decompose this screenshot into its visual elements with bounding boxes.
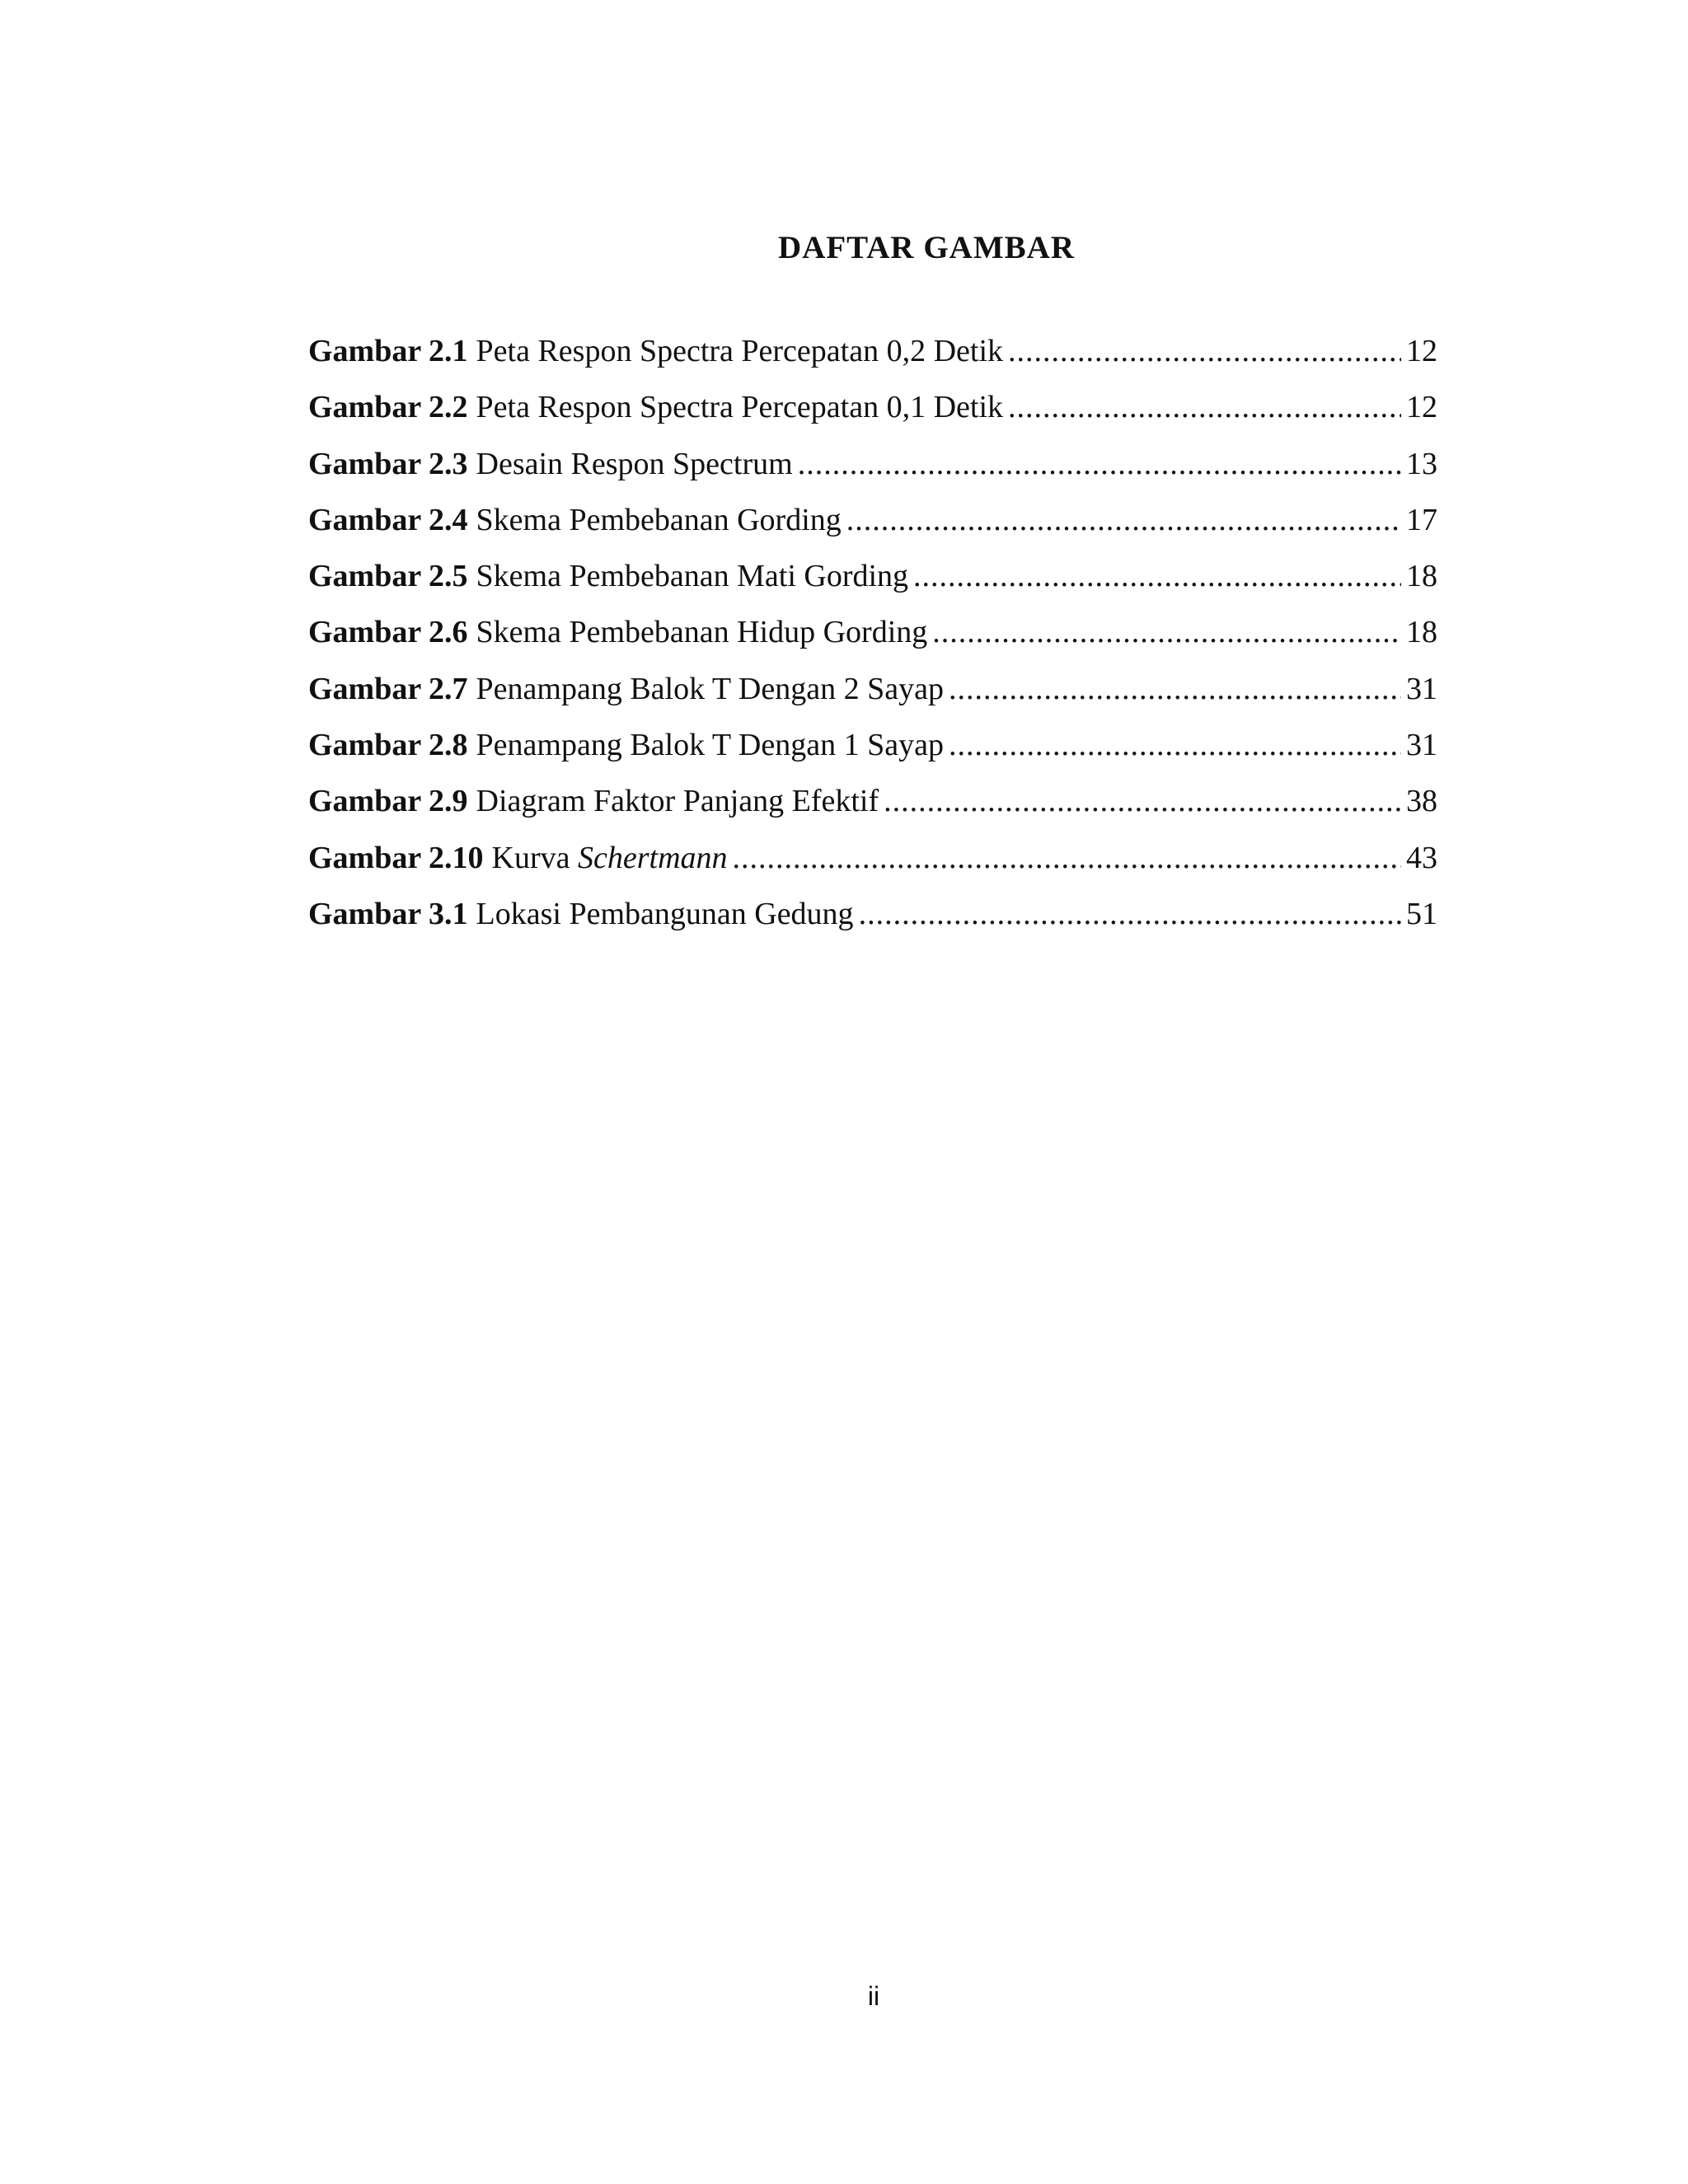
dot-leader xyxy=(846,502,1401,538)
dot-leader xyxy=(949,727,1401,763)
dot-leader xyxy=(1008,389,1401,425)
figure-page-number: 18 xyxy=(1406,559,1437,594)
figure-label: Gambar 2.5 xyxy=(308,559,468,594)
figure-page-number: 12 xyxy=(1406,334,1437,368)
dot-leader xyxy=(859,896,1401,932)
figure-label: Gambar 2.3 xyxy=(308,446,468,481)
figure-label: Gambar 2.6 xyxy=(308,615,468,650)
figure-title: Skema Pembebanan Hidup Gording xyxy=(476,615,928,650)
figure-title: Penampang Balok T Dengan 2 Sayap xyxy=(476,671,944,706)
figure-list xyxy=(308,333,1437,952)
page-title: DAFTAR GAMBAR xyxy=(777,230,1075,265)
figure-label: Gambar 2.1 xyxy=(308,334,468,368)
figure-title: Diagram Faktor Panjang Efektif xyxy=(476,784,879,819)
dot-leader xyxy=(932,614,1401,650)
figure-title: Skema Pembebanan Gording xyxy=(476,502,842,537)
page-number: ii xyxy=(867,1981,880,2011)
figure-title: Desain Respon Spectrum xyxy=(476,446,793,481)
figure-page-number: 17 xyxy=(1406,502,1437,537)
dot-leader xyxy=(949,671,1401,707)
figure-label: Gambar 2.10 xyxy=(308,840,484,875)
toc-entry xyxy=(308,840,1437,896)
dot-leader xyxy=(733,840,1401,876)
toc-entry xyxy=(308,896,1437,952)
figure-label: Gambar 2.4 xyxy=(308,502,468,537)
toc-entry xyxy=(308,783,1437,839)
figure-title: Lokasi Pembangunan Gedung xyxy=(476,896,854,931)
figure-title: Skema Pembebanan Mati Gording xyxy=(476,559,909,594)
figure-page-number: 43 xyxy=(1406,840,1437,875)
dot-leader xyxy=(1008,333,1401,369)
figure-title: Peta Respon Spectra Percepatan 0,2 Detik xyxy=(476,334,1003,368)
figure-label: Gambar 2.8 xyxy=(308,728,468,763)
dot-leader xyxy=(884,783,1401,819)
figure-page-number: 13 xyxy=(1406,446,1437,481)
figure-label: Gambar 2.2 xyxy=(308,390,468,425)
toc-entry xyxy=(308,446,1437,502)
figure-label: Gambar 2.7 xyxy=(308,671,468,706)
figure-page-number: 31 xyxy=(1406,671,1437,706)
toc-entry xyxy=(308,614,1437,670)
figure-title: Kurva Schertmann xyxy=(491,840,728,875)
toc-entry xyxy=(308,389,1437,445)
toc-entry xyxy=(308,727,1437,783)
dot-leader xyxy=(798,446,1401,482)
figure-page-number: 12 xyxy=(1406,390,1437,425)
figure-title-italic: Schertmann xyxy=(578,840,728,875)
toc-entry xyxy=(308,558,1437,614)
figure-label: Gambar 2.9 xyxy=(308,784,468,819)
figure-page-number: 38 xyxy=(1406,784,1437,819)
figure-page-number: 51 xyxy=(1406,896,1437,931)
toc-entry xyxy=(308,333,1437,389)
toc-entry xyxy=(308,671,1437,727)
figure-title: Penampang Balok T Dengan 1 Sayap xyxy=(476,728,944,763)
figure-page-number: 18 xyxy=(1406,615,1437,650)
figure-label: Gambar 3.1 xyxy=(308,896,468,931)
toc-entry xyxy=(308,502,1437,558)
figure-title: Peta Respon Spectra Percepatan 0,1 Detik xyxy=(476,390,1003,425)
figure-page-number: 31 xyxy=(1406,728,1437,763)
dot-leader xyxy=(913,558,1401,594)
